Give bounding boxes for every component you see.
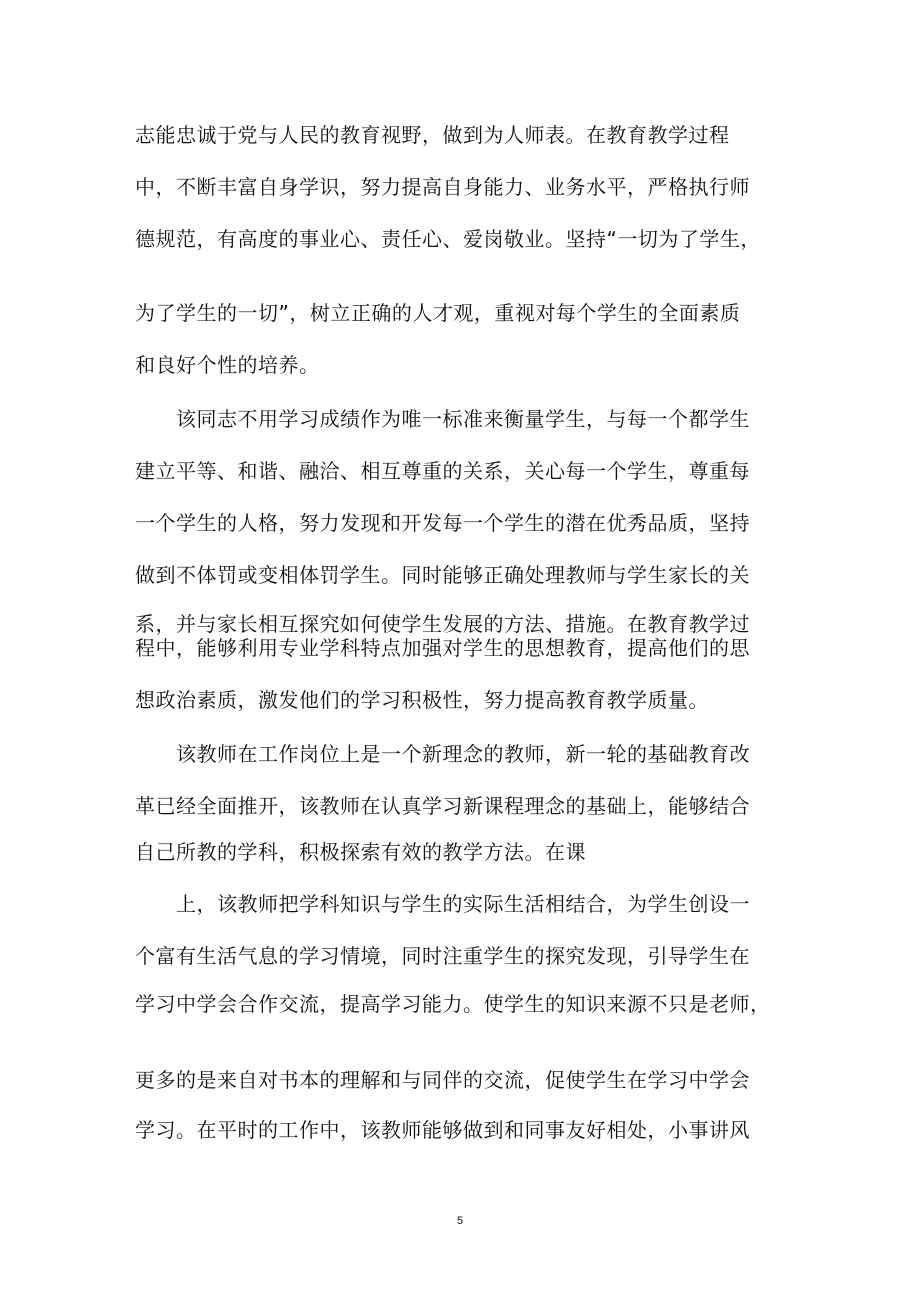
text-line: 上，该教师把学科知识与学生的实际生活相结合，为学生创设一 (176, 892, 750, 916)
text-line: 学习。在平时的工作中，该教师能够做到和同事友好相处，小事讲风 (135, 1118, 750, 1142)
text-line: 为了学生的一切”，树立正确的人才观，重视对每个学生的全面素质 (135, 301, 741, 325)
text-line: 革已经全面推开，该教师在认真学习新课程理念的基础上，能够结合 (135, 794, 750, 818)
text-line: 德规范，有高度的事业心、责任心、爱岗敬业。坚持“一切为了学生， (135, 227, 761, 251)
text-line: 一个学生的人格，努力发现和开发每一个学生的潜在优秀品质，坚持 (135, 511, 750, 535)
text-line: 和良好个性的培养。 (135, 353, 320, 377)
text-line: 学习中学会合作交流，提高学习能力。使学生的知识来源不只是老师， (135, 992, 771, 1016)
text-line: 自己所教的学科，积极探索有效的教学方法。在课 (135, 840, 586, 864)
page-number: 5 (456, 1215, 464, 1227)
text-line: 更多的是来自对书本的理解和与同伴的交流，促使学生在学习中学会 (135, 1068, 750, 1092)
text-line: 想政治素质，激发他们的学习积极性，努力提高教育教学质量。 (135, 688, 709, 712)
text-line: 志能忠诚于党与人民的教育视野，做到为人师表。在教育教学过程 (135, 123, 730, 147)
text-line: 该同志不用学习成绩作为唯一标准来衡量学生，与每一个都学生 (176, 407, 750, 431)
text-line: 系，并与家长相互探究如何使学生发展的方法、措施。在教育教学过 (135, 612, 750, 636)
text-line: 建立平等、和谐、融洽、相互尊重的关系，关心每一个学生，尊重每 (135, 459, 750, 483)
text-line: 该教师在工作岗位上是一个新理念的教师，新一轮的基础教育改 (176, 742, 750, 766)
text-line: 程中，能够利用专业学科特点加强对学生的思想教育，提高他们的思 (135, 636, 750, 660)
text-line: 做到不体罚或变相体罚学生。同时能够正确处理教师与学生家长的关 (135, 563, 750, 587)
text-line: 个富有生活气息的学习情境，同时注重学生的探究发现，引导学生在 (135, 944, 750, 968)
text-line: 中，不断丰富自身学识，努力提高自身能力、业务水平，严格执行师 (135, 175, 750, 199)
